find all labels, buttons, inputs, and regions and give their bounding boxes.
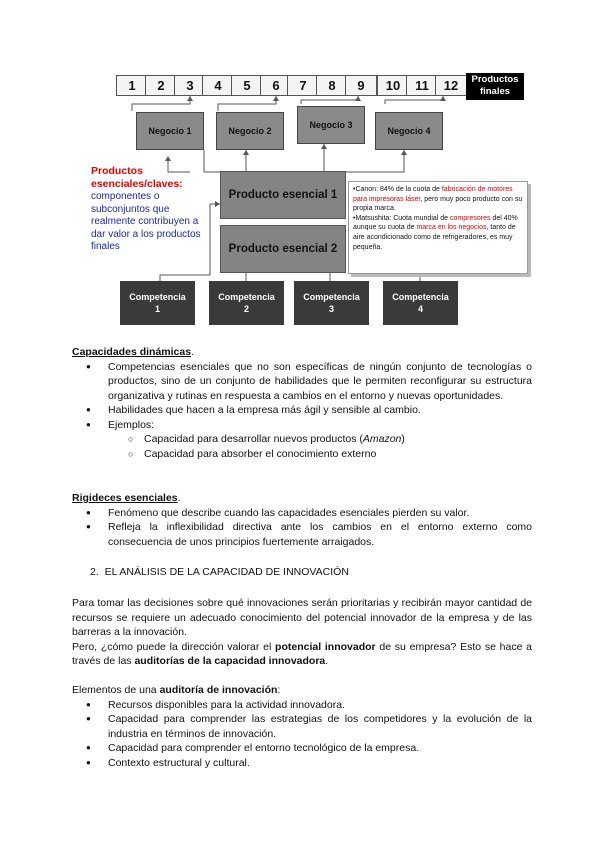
heading-dynamic-capabilities: Capacidades dinámicas <box>72 346 192 358</box>
heading-core-rigidities: Rigideces esenciales <box>72 492 178 504</box>
section-number: 2. <box>90 566 99 578</box>
core-products-definition-title: Productos esenciales/claves: <box>91 165 183 190</box>
section-dynamic-capabilities: Capacidades dinámicas. ● Competencias esenciales que no son específicas de ningún conjunto de tecnologías o productos, sino de un conjunto de habilidades que le permiten reconfigurar su estructura organizativa y rutinas en respuesta a cambios en el entorno y nuevas oportunidades. ● Habilidades que hacen a la empresa más ágil y sensible al cambio. ● Ejemplos: ○ Capacidad para desarrollar nuevos productos (Amazon) ○ Capacidad para absorber el conocimiento externo <box>72 345 532 461</box>
list-item: ● Capacidad para comprender el entorno tecnológico de la empresa. <box>72 741 532 756</box>
core-products-definition <box>91 165 211 254</box>
final-product-4: 4 <box>202 75 234 96</box>
business-1: Negocio 1 <box>136 112 204 150</box>
list-item: ● Contexto estructural y cultural. <box>72 756 532 771</box>
arrowhead <box>273 96 279 101</box>
core-product-2: Producto esencial 2 <box>220 225 346 273</box>
connector-b1-group <box>132 96 190 111</box>
core-competence-diagram <box>0 0 600 340</box>
arrowhead <box>440 96 446 101</box>
list-item: ● Refleja la inflexibilidad directiva ante los cambios en el entorno externo como consecuencia de unos principios fuertemente arraigados. <box>72 520 532 549</box>
competence-1 <box>120 281 195 325</box>
arrowhead <box>321 144 327 149</box>
competence-label: Competencia <box>129 292 186 302</box>
list-item: ● Fenómeno que describe cuando las capacidades esenciales pierden su valor. <box>72 506 532 521</box>
final-product-6: 6 <box>260 75 292 96</box>
note-matsushita-text-end: , tanto de aire acondicionado como de refrigeradores, es muy pequeña. <box>353 224 516 251</box>
note-canon-highlight: fabricación de motores para impresoras láser <box>353 186 513 203</box>
list-item: ● Habilidades que hacen a la empresa más ágil y sensible al cambio. <box>72 403 532 418</box>
sub-list-item: ○ Capacidad para desarrollar nuevos productos (Amazon) <box>72 432 532 447</box>
arrowhead <box>401 150 407 155</box>
competence-number: 3 <box>328 304 334 314</box>
arrowhead <box>355 96 361 101</box>
connector-biz4 <box>344 150 404 172</box>
note-matsushita-highlight-2: marca en los negocios <box>416 224 487 232</box>
final-product-5: 5 <box>231 75 263 96</box>
business-4: Negocio 4 <box>375 112 443 150</box>
list-item <box>72 418 532 462</box>
competence-number: 4 <box>417 304 423 314</box>
list-item: ● Recursos disponibles para la actividad innovadora. <box>72 698 532 713</box>
business-3: Negocio 3 <box>297 106 365 144</box>
note-matsushita-highlight: compresores <box>450 214 491 222</box>
note-matsushita-text-mid: del 40% aunque su cuota de <box>353 214 518 232</box>
competence-number: 1 <box>154 304 160 314</box>
paragraph: Para tomar las decisiones sobre qué innovaciones serán prioritarias y recibirán mayor cantidad de recursos se requiere un adecuado conocimiento del potencial innovador de la empresa y de las barreras a la innovación. <box>72 597 532 638</box>
sub-list-item: ○ Capacidad para absorber el conocimiento externo <box>72 447 532 462</box>
competence-2 <box>209 281 284 325</box>
paragraph: Elementos de una auditoría de innovación: <box>72 684 281 696</box>
connector-b3-group <box>301 96 358 104</box>
note-canon-text: •Canon: 84% de la cuota de <box>353 186 442 193</box>
note-canon-text-end: , pero muy poco producto con su propia marca. <box>353 195 523 213</box>
core-products-definition-text: componentes o subconjuntos que realmente contribuyen a dar valor a los productos finales <box>91 191 201 252</box>
final-product-11: 11 <box>406 75 438 96</box>
bold-term: auditoría de innovación <box>159 684 278 696</box>
final-product-2: 2 <box>145 75 177 96</box>
final-product-10: 10 <box>377 75 409 96</box>
section-innovation-paragraphs <box>72 596 532 669</box>
examples-note <box>348 181 528 274</box>
arrowhead <box>243 150 249 155</box>
competence-label: Competencia <box>303 292 360 302</box>
section-title: EL ANÁLISIS DE LA CAPACIDAD DE INNOVACIÓN <box>104 566 349 578</box>
final-product-7: 7 <box>287 75 319 96</box>
connector-b2-group <box>218 96 276 111</box>
list-item: ● Capacidad para comprender las estrategias de los competidores y la evolución de la industria en términos de innovación. <box>72 712 532 741</box>
final-products-label: Productos finales <box>466 73 524 100</box>
list-item: ● Competencias esenciales que no son específicas de ningún conjunto de tecnologías o productos, sino de un conjunto de habilidades que le permiten reconfigurar su estructura organizativa y rutinas en respuesta a cambios en el entorno y nuevas oportunidades. <box>72 360 532 404</box>
arrowhead <box>187 96 193 101</box>
business-2: Negocio 2 <box>216 112 284 150</box>
example-company: Amazon <box>362 433 402 445</box>
paragraph: Pero, ¿cómo puede la dirección valorar el potencial innovador de su empresa? Esto se hace a través de las auditorías de la capacidad innovadora. <box>72 640 533 667</box>
final-product-3: 3 <box>174 75 206 96</box>
competence-4 <box>383 281 458 325</box>
competence-label: Competencia <box>392 292 449 302</box>
competence-number: 2 <box>243 304 249 314</box>
section-core-rigidities: Rigideces esenciales. ● Fenómeno que describe cuando las capacidades esenciales pierden su valor. ● Refleja la inflexibilidad directiva ante los cambios en el entorno externo como consecuencia de unos principios fuertemente arraigados. <box>72 491 532 549</box>
final-product-1: 1 <box>116 75 148 96</box>
section-audit-elements <box>72 683 532 770</box>
final-product-8: 8 <box>316 75 348 96</box>
examples-label: Ejemplos: <box>108 418 155 431</box>
bold-term: potencial innovador <box>275 640 376 653</box>
connector-b4-group <box>385 96 443 104</box>
competence-3 <box>294 281 369 325</box>
section-innovation-capacity-heading <box>72 565 532 580</box>
bold-term: auditorías de la capacidad innovadora <box>134 655 326 667</box>
core-product-1: Producto esencial 1 <box>220 171 346 219</box>
note-matsushita-text: •Matsushita: Cuota mundial de <box>353 214 451 222</box>
final-product-9: 9 <box>345 75 377 96</box>
final-product-12: 12 <box>435 75 467 96</box>
competence-label: Competencia <box>218 292 275 302</box>
arrowhead <box>165 156 171 161</box>
